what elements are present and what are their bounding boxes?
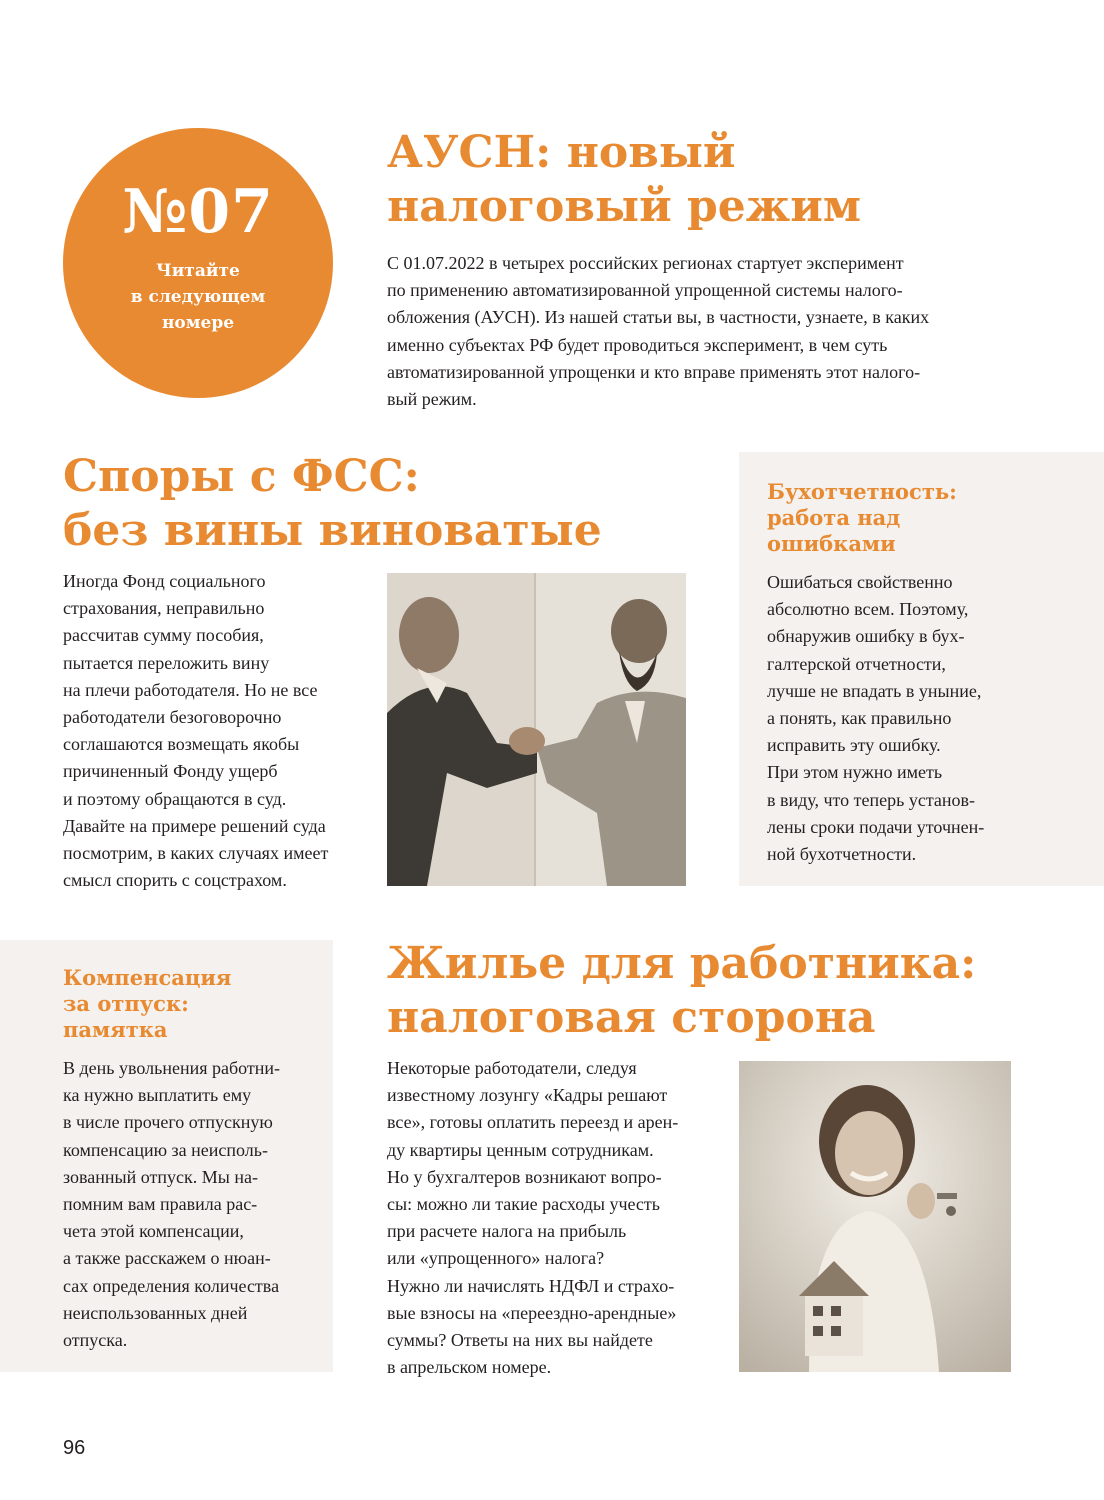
article-vacation-body: В день увольнения работни- ка нужно выплатить ему в числе прочего отпускную компенсацию за неисполь- зованный отпуск. Мы на- помним вам правила рас- чета этой компенсации, а также расскажем о нюан- сах определения количества неиспользованных дней отпуска. — [63, 1058, 281, 1351]
article-fss — [63, 450, 703, 558]
article-ausn — [387, 126, 1067, 413]
article-vacation-title[interactable]: Компенсация за отпуск: памятка — [63, 965, 232, 1042]
article-fss-title[interactable]: Споры с ФСС: без вины виноватые — [63, 451, 602, 556]
woman-house-photo — [739, 1061, 1011, 1372]
article-accounting — [767, 479, 1087, 868]
article-housing-body: Некоторые работодатели, следуя известному лозунгу «Кадры решают все», готовы оплатить переезд и арен- ду квартиры ценным сотрудникам. Но у бухгалтеров возникают вопро- сы: можно ли такие расходы учесть при расчете налога на прибыль или «упрощенного» налога? Нужно ли начислять НДФЛ и страхо- вые взносы на «переездно-арендные» суммы? Ответы на них вы найдете в апрельском номере. — [387, 1058, 679, 1378]
article-vacation — [63, 965, 323, 1354]
issue-badge — [63, 128, 333, 398]
issue-number: №07 — [122, 177, 274, 247]
issue-caption: Читайте в следующем номере — [130, 261, 266, 333]
article-ausn-title[interactable]: АУСН: новый налоговый режим — [387, 127, 862, 232]
article-accounting-title[interactable]: Бухотчетность: работа над ошибками — [767, 479, 957, 556]
article-accounting-body: Ошибаться свойственно абсолютно всем. Поэтому, обнаружив ошибку в бух- галтерской отчетности, лучше не впадать в уныние, а понять, как правильно исправить эту ошибку. При этом нужно иметь в виду, что теперь установ- лены сроки подачи уточнен- ной бухотчетности. — [767, 572, 985, 865]
businessmen-illustration — [387, 573, 686, 886]
businessmen-photo — [387, 573, 686, 886]
article-housing-title[interactable]: Жилье для работника: налоговая сторона — [387, 938, 977, 1043]
woman-house-illustration — [739, 1061, 1011, 1372]
article-ausn-body: С 01.07.2022 в четырех российских регионах стартует эксперимент по применению автоматизированной упрощенной системы налого- обложения (АУСН). Из нашей статьи вы, в частности, узнаете, в каких именно субъектах РФ будет проводиться эксперимент, в чем суть автоматизированной упрощенки и кто вправе применять этот налого- вый режим. — [387, 253, 930, 410]
article-housing — [387, 937, 1087, 1045]
article-fss-body: Иногда Фонд социального страхования, неправильно рассчитав сумму пособия, пытается переложить вину на плечи работодателя. Но не все работодатели безоговорочно соглашаются возмещать якобы причиненный Фонду ущерб и поэтому обращаются в суд. Давайте на примере решений суда посмотрим, в каких случаях имеет смысл спорить с соцстрахом. — [63, 571, 329, 891]
page-number: 96 — [63, 1437, 86, 1459]
